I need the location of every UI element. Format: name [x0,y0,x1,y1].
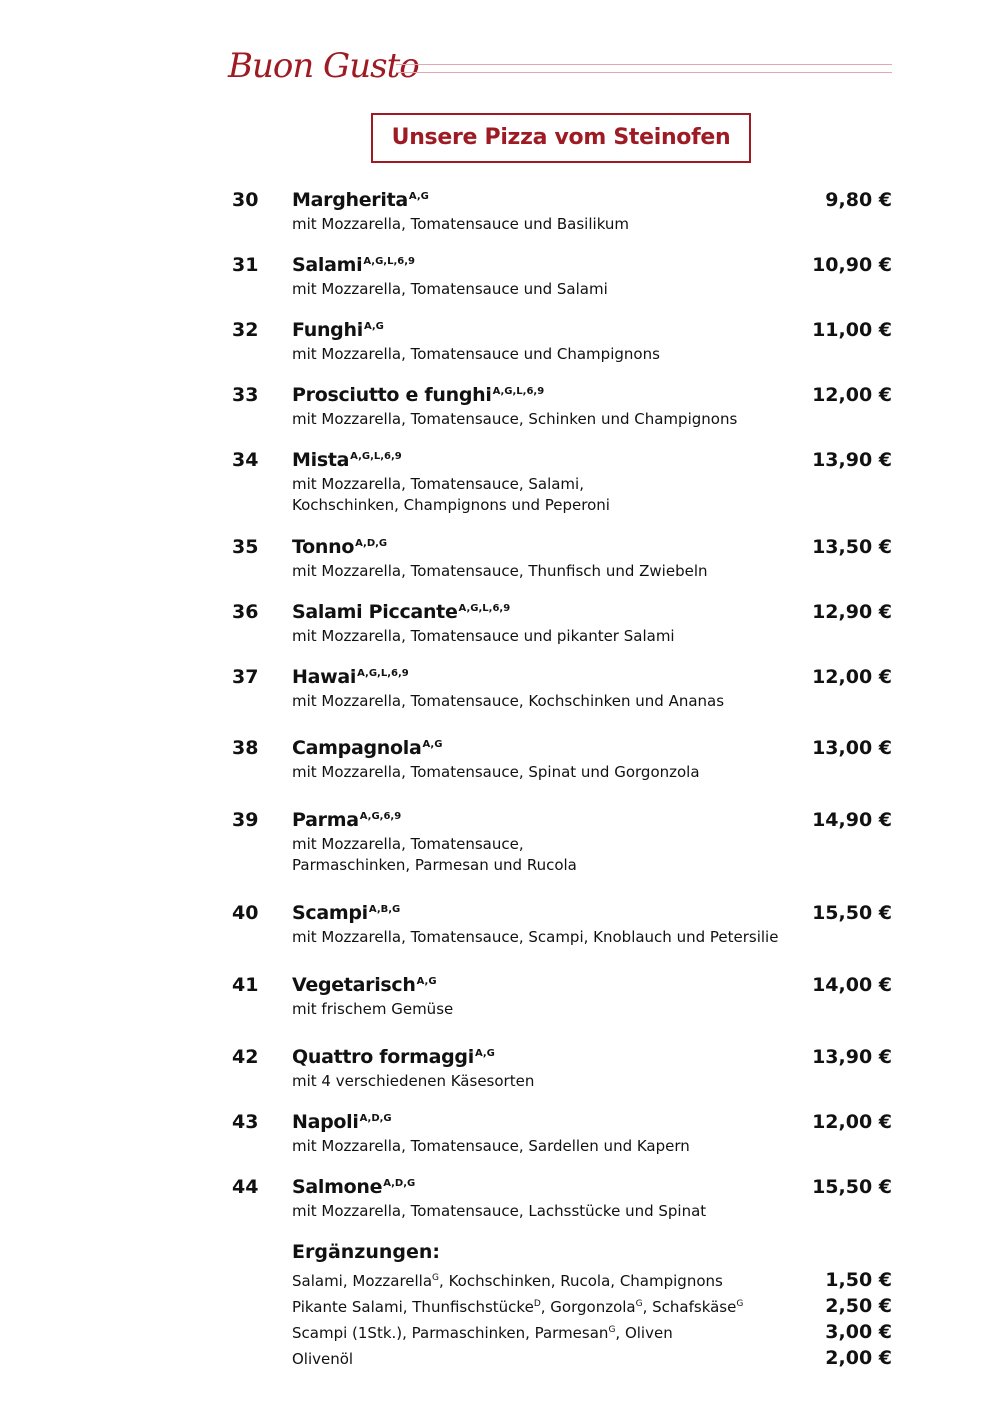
extra-text-part: Pikante Salami, Thunfischstücke [292,1298,534,1316]
item-description [292,344,660,365]
item-price: 12,90 € [812,601,892,623]
item-allergens: A,G,6,9 [359,810,402,822]
extra-text-part: Scampi (1Stk.), Parmaschinken, Parmesan [292,1324,609,1342]
section-title: Unsere Pizza vom Steinofen [371,113,751,163]
item-allergens: A,G [363,320,384,332]
item-number: 32 [232,319,259,341]
item-name-line [292,737,442,759]
item-description-line: mit Mozzarella, Tomatensauce, Lachsstücke und Spinat [292,1202,707,1220]
extra-allergen: G [608,1325,616,1335]
extra-allergen: G [736,1299,744,1309]
extra-item-price: 2,50 € [825,1295,892,1317]
item-description [292,834,577,876]
item-description-line: mit Mozzarella, Tomatensauce, Salami, [292,475,584,493]
item-description [292,474,610,516]
item-name: Salami Piccante [292,601,458,623]
extra-item-text [292,1322,673,1344]
item-description [292,927,778,948]
item-description [292,1071,534,1092]
extra-item-text [292,1270,723,1292]
header-divider [396,64,892,73]
item-allergens: A,D,G [355,537,388,549]
item-name-line [292,254,415,276]
item-name: Salmone [292,1176,383,1198]
item-price: 9,80 € [825,189,892,211]
item-description-line: mit Mozzarella, Tomatensauce, Kochschinken und Ananas [292,692,725,710]
item-name-line [292,902,400,924]
item-description [292,214,629,235]
item-name: Funghi [292,319,363,341]
menu-header [228,38,892,98]
item-price: 13,00 € [812,737,892,759]
extra-allergen: D [533,1299,541,1309]
item-description-line: mit Mozzarella, Tomatensauce, Sardellen und Kapern [292,1137,690,1155]
extra-item-price: 1,50 € [825,1269,892,1291]
item-allergens: A,G,L,6,9 [363,255,415,267]
item-price: 13,90 € [812,449,892,471]
item-price: 13,50 € [812,536,892,558]
extra-item [0,1294,992,1320]
item-price: 12,00 € [812,384,892,406]
item-name-line [292,601,510,623]
item-name-line [292,666,409,688]
extra-item-text [292,1348,353,1370]
item-description-line: mit Mozzarella, Tomatensauce, Schinken und Champignons [292,410,738,428]
extra-text-part: Salami, Mozzarella [292,1272,433,1290]
item-name: Hawai [292,666,357,688]
item-allergens: A,G [474,1047,495,1059]
item-number: 36 [232,601,259,623]
item-description-line: mit Mozzarella, Tomatensauce und pikanter Salami [292,627,675,645]
extra-item-text [292,1296,743,1318]
item-name: Parma [292,809,359,831]
extra-text-part: , Schafskäse [642,1298,737,1316]
item-allergens: A,G,L,6,9 [350,450,402,462]
item-price: 12,00 € [812,666,892,688]
extra-item [0,1268,992,1294]
item-name-line [292,189,429,211]
item-price: 10,90 € [812,254,892,276]
item-name: Napoli [292,1111,359,1133]
extra-allergen: G [432,1273,440,1283]
item-name: Salami [292,254,363,276]
extra-text-part: Olivenöl [292,1350,354,1368]
item-description [292,561,708,582]
item-name: Margherita [292,189,408,211]
item-description-line: mit 4 verschiedenen Käsesorten [292,1072,535,1090]
item-description-line: mit Mozzarella, Tomatensauce und Salami [292,280,608,298]
item-name: Campagnola [292,737,422,759]
item-allergens: A,G,L,6,9 [458,602,511,614]
item-number: 44 [232,1176,259,1198]
extras-title: Ergänzungen: [292,1241,441,1263]
item-price: 15,50 € [812,902,892,924]
item-description-line: mit Mozzarella, Tomatensauce und Champignons [292,345,660,363]
item-price: 13,90 € [812,1046,892,1068]
item-number: 33 [232,384,259,406]
item-description [292,626,675,647]
item-price: 11,00 € [812,319,892,341]
item-allergens: A,G [422,738,443,750]
item-name: Tonno [292,536,355,558]
item-name-line [292,384,544,406]
item-name-line [292,809,401,831]
item-number: 42 [232,1046,259,1068]
extra-item [0,1346,992,1372]
item-number: 31 [232,254,259,276]
extra-text-part: , Gorgonzola [540,1298,636,1316]
item-number: 41 [232,974,259,996]
item-name-line [292,1046,495,1068]
item-description [292,1201,706,1222]
item-allergens: A,G,L,6,9 [357,667,409,679]
item-description-line: mit Mozzarella, Tomatensauce, Spinat und Gorgonzola [292,763,700,781]
item-name-line [292,319,384,341]
item-name: Prosciutto e funghi [292,384,492,406]
item-number: 37 [232,666,259,688]
item-number: 30 [232,189,259,211]
item-number: 38 [232,737,259,759]
item-description [292,762,700,783]
item-allergens: A,B,G [368,903,401,915]
item-allergens: A,G [408,190,429,202]
item-description-line: mit Mozzarella, Tomatensauce und Basilikum [292,215,630,233]
item-description [292,999,453,1020]
item-allergens: A,G [416,975,437,987]
item-name-line [292,974,437,996]
item-description [292,279,608,300]
item-allergens: A,G,L,6,9 [492,385,545,397]
item-name-line [292,536,387,558]
item-number: 40 [232,902,259,924]
extra-item [0,1320,992,1346]
extra-text-part: , Kochschinken, Rucola, Champignons [439,1272,723,1290]
item-description [292,691,724,712]
brand-logo: Buon Gusto [228,46,419,86]
item-allergens: A,D,G [359,1112,392,1124]
item-number: 34 [232,449,259,471]
item-description [292,1136,690,1157]
item-description-line: mit Mozzarella, Tomatensauce, [292,835,524,853]
extra-item-price: 2,00 € [825,1347,892,1369]
item-number: 39 [232,809,259,831]
item-name: Quattro formaggi [292,1046,474,1068]
extra-item-price: 3,00 € [825,1321,892,1343]
item-description-line: mit Mozzarella, Tomatensauce, Thunfisch und Zwiebeln [292,562,708,580]
extra-allergen: G [635,1299,643,1309]
item-name-line [292,449,402,471]
item-name-line [292,1111,392,1133]
item-price: 15,50 € [812,1176,892,1198]
item-name: Vegetarisch [292,974,416,996]
item-number: 35 [232,536,259,558]
item-name: Scampi [292,902,368,924]
item-description-line: mit Mozzarella, Tomatensauce, Scampi, Knoblauch und Petersilie [292,928,779,946]
item-description [292,409,737,430]
item-price: 14,90 € [812,809,892,831]
item-price: 14,00 € [812,974,892,996]
item-price: 12,00 € [812,1111,892,1133]
item-name-line [292,1176,415,1198]
item-allergens: A,D,G [383,1177,416,1189]
extra-text-part: , Oliven [615,1324,673,1342]
item-description-line: mit frischem Gemüse [292,1000,454,1018]
item-number: 43 [232,1111,259,1133]
item-description-line: Kochschinken, Champignons und Peperoni [292,496,610,514]
item-description-line: Parmaschinken, Parmesan und Rucola [292,856,577,874]
item-name: Mista [292,449,350,471]
